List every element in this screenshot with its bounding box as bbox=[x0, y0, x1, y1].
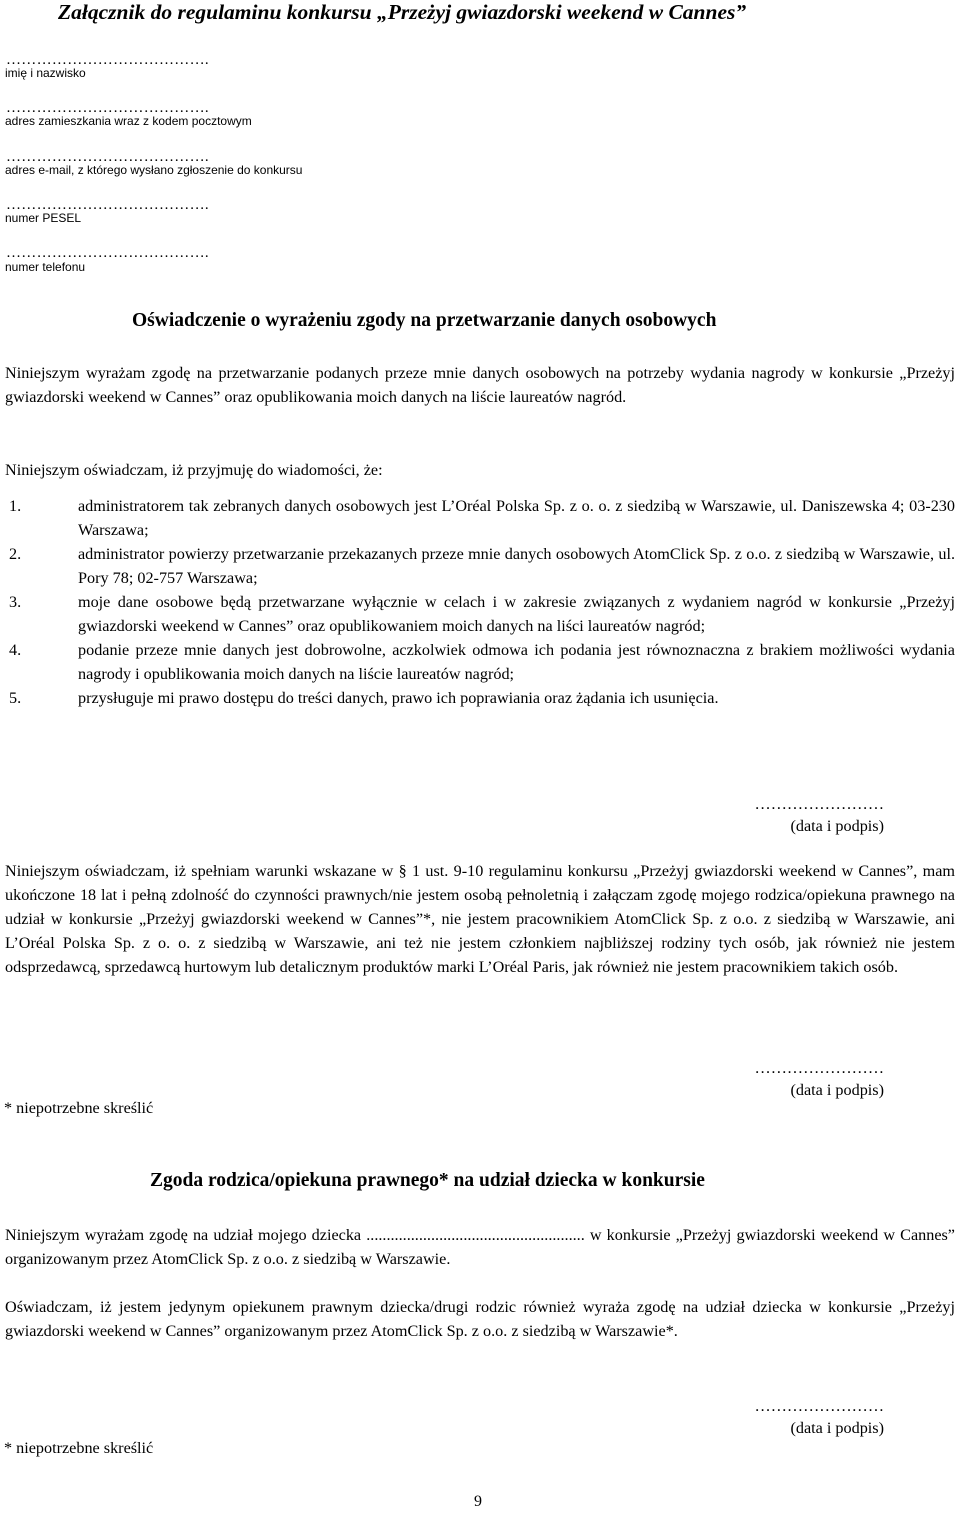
pesel-dots-line[interactable]: …………………………………. bbox=[6, 197, 209, 213]
consent-paragraph-text: Niniejszym wyrażam zgodę na przetwarzanie podanych przeze mnie danych osobowych na potrzeby wydania nagrody w konkursie „Przeżyj gwiazdorski weekend w Cannes” oraz opublikowania moich danych na liście laureatów nagród. bbox=[5, 364, 955, 406]
list-item-number: 3. bbox=[9, 593, 22, 611]
consent-paragraph bbox=[5, 361, 955, 409]
signature-label: (data i podpis) bbox=[790, 817, 884, 835]
list-item bbox=[5, 590, 955, 638]
signature-block-consent bbox=[755, 793, 885, 837]
footnote-parent: * niepotrzebne skreślić bbox=[4, 1439, 154, 1457]
parent-consent-paragraph-1 bbox=[5, 1223, 955, 1271]
address-dots-line[interactable]: …………………………………. bbox=[6, 100, 209, 116]
list-item-text: przysługuje mi prawo dostępu do treści danych, prawo ich poprawiania oraz żądania ich usunięcia. bbox=[78, 689, 719, 707]
list-item bbox=[5, 494, 955, 542]
signature-dots-line[interactable]: …………………… bbox=[754, 795, 884, 813]
pesel-field-label: numer PESEL bbox=[5, 211, 82, 225]
acknowledgement-intro: Niniejszym oświadczam, iż przyjmuję do wiadomości, że: bbox=[5, 461, 383, 479]
signature-label: (data i podpis) bbox=[790, 1081, 884, 1099]
signature-dots-line[interactable]: …………………… bbox=[754, 1059, 884, 1077]
list-item-text: administrator powierzy przetwarzanie przekazanych przeze mnie danych osobowych AtomClick Sp. z o.o. z siedzibą w Warszawie, ul. Pory 78; 02-757 Warszawa; bbox=[78, 545, 955, 587]
parent-consent-paragraph-1-text: Niniejszym wyrażam zgodę na udział mojego dziecka ...................................................... w konkursie „Przeżyj gwiazdorski weekend w Cannes” organizowanym przez AtomClick Sp. z o.o. z siedzibą w Warszawie. bbox=[5, 1226, 955, 1268]
signature-dots-line[interactable]: …………………… bbox=[754, 1397, 884, 1415]
eligibility-paragraph bbox=[5, 859, 955, 979]
page-number: 9 bbox=[474, 1493, 482, 1510]
list-item-number: 5. bbox=[9, 689, 22, 707]
list-item-number: 4. bbox=[9, 641, 22, 659]
phone-dots-line[interactable]: …………………………………. bbox=[6, 245, 209, 261]
acknowledgement-list bbox=[5, 494, 955, 710]
parent-consent-paragraph-2 bbox=[5, 1295, 955, 1343]
name-dots-line[interactable]: …………………………………. bbox=[6, 52, 209, 68]
signature-block-parent bbox=[755, 1395, 885, 1439]
email-dots-line[interactable]: …………………………………. bbox=[6, 149, 209, 165]
footnote-eligibility: * niepotrzebne skreślić bbox=[4, 1099, 154, 1117]
list-item-number: 2. bbox=[9, 545, 22, 563]
eligibility-paragraph-text: Niniejszym oświadczam, iż spełniam warunki wskazane w § 1 ust. 9-10 regulaminu konkursu „Przeżyj gwiazdorski weekend w Cannes”, mam ukończone 18 lat i pełną zdolność do czynności prawnych/nie jestem osobą pełnoletnią i załączam zgodę mojego rodzica/opiekuna prawnego na udział w konkursie „Przeżyj gwiazdorski weekend w Cannes”*, nie jestem pracownikiem AtomClick Sp. z o.o. z siedzibą w Warszawie, ani L’Oréal Polska Sp. z o. o. z siedzibą w Warszawie, ani też nie jestem członkiem najbliższej rodziny tych osób, jak również nie jestem odsprzedawcą, sprzedawcą hurtowym lub detalicznym produktów marki L’Oréal Paris, jak również nie jestem pracownikiem takich osób. bbox=[5, 862, 955, 976]
address-field-label: adres zamieszkania wraz z kodem pocztowym bbox=[5, 114, 252, 128]
list-item bbox=[5, 638, 955, 686]
parent-consent-heading: Zgoda rodzica/opiekuna prawnego* na udział dziecka w konkursie bbox=[150, 1170, 705, 1191]
signature-block-eligibility bbox=[755, 1057, 885, 1101]
list-item bbox=[5, 542, 955, 590]
consent-heading: Oświadczenie o wyrażeniu zgody na przetwarzanie danych osobowych bbox=[132, 310, 717, 331]
name-field-label: imię i nazwisko bbox=[5, 66, 86, 80]
list-item-text: podanie przeze mnie danych jest dobrowolne, aczkolwiek odmowa ich podania jest równoznaczna z brakiem możliwości wydania nagrody i opublikowania moich danych na liście laureatów nagród; bbox=[78, 641, 955, 683]
email-field-label: adres e-mail, z którego wysłano zgłoszenie do konkursu bbox=[5, 163, 303, 177]
document-title: Załącznik do regulaminu konkursu „Przeżyj gwiazdorski weekend w Cannes” bbox=[58, 0, 747, 24]
phone-field-label: numer telefonu bbox=[5, 260, 86, 274]
list-item-number: 1. bbox=[9, 497, 22, 515]
signature-label: (data i podpis) bbox=[790, 1419, 884, 1437]
list-item-text: moje dane osobowe będą przetwarzane wyłącznie w celach i w zakresie związanych z wydaniem nagród w konkursie „Przeżyj gwiazdorski weekend w Cannes” oraz opublikowaniem moich danych na liści laureatów nagród; bbox=[78, 593, 955, 635]
parent-consent-paragraph-2-text: Oświadczam, iż jestem jedynym opiekunem prawnym dziecka/drugi rodzic również wyraża zgodę na udział dziecka w konkursie „Przeżyj gwiazdorski weekend w Cannes” organizowanym przez AtomClick Sp. z o.o. z siedzibą w Warszawie*. bbox=[5, 1298, 955, 1340]
list-item-text: administratorem tak zebranych danych osobowych jest L’Oréal Polska Sp. z o. o. z siedzibą w Warszawie, ul. Daniszewska 4; 03-230 Warszawa; bbox=[78, 497, 955, 539]
list-item bbox=[5, 686, 955, 710]
